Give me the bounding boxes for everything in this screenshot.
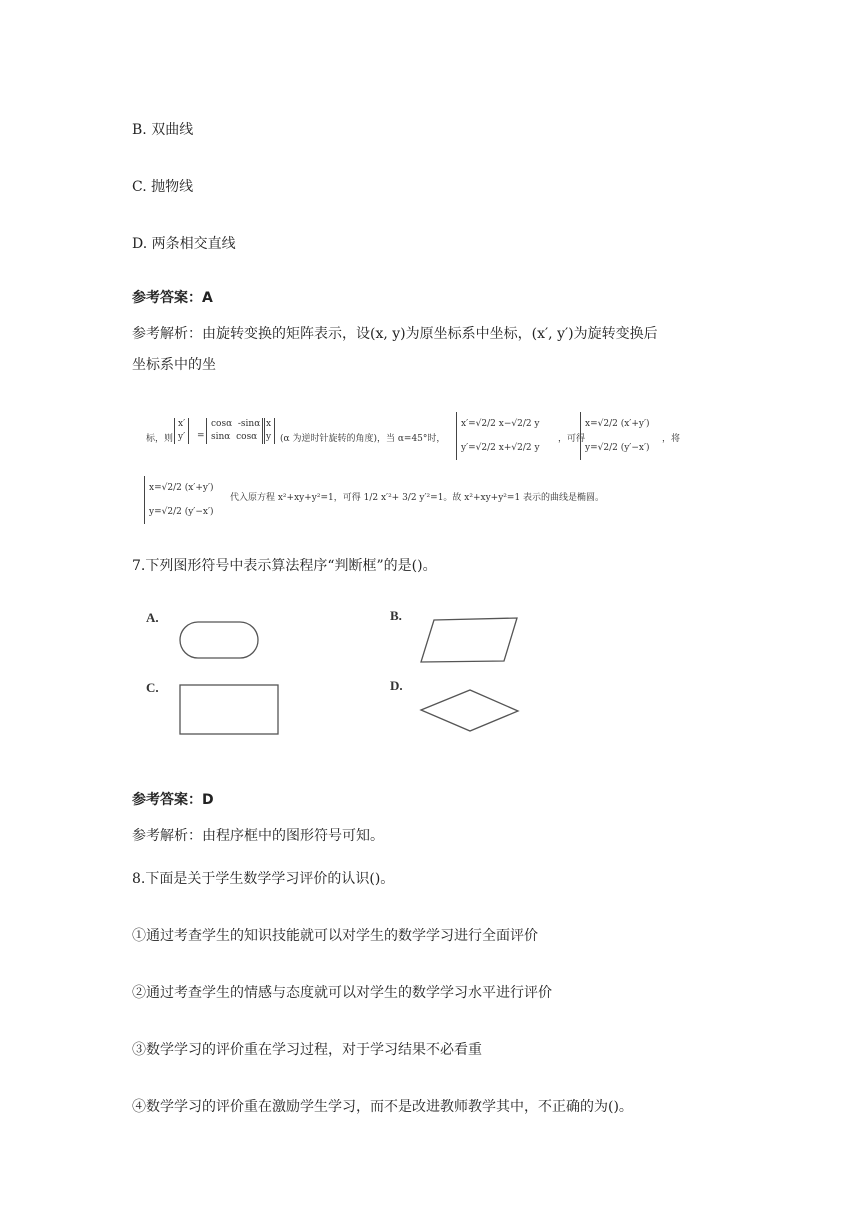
q7-figure: [140, 598, 540, 748]
q6-answer: 参考答案：A: [132, 290, 213, 306]
system-1: x′=√2/2 x−√2/2 y y′=√2/2 x+√2/2 y: [456, 412, 540, 460]
q8-item-3: ③数学学习的评价重在学习过程，对于学习结果不必看重: [132, 1042, 482, 1058]
system-3: x=√2/2 (x′+y′) y=√2/2 (y′−x′): [144, 476, 214, 524]
flowchart-symbols: [140, 598, 540, 748]
q7-question: 7.下列图形符号中表示算法程序“判断框”的是()。: [132, 558, 437, 574]
vector-primed: x′ y′: [174, 418, 189, 444]
figure-label-a: A.: [146, 610, 159, 625]
q8-question: 8.下面是关于学生数学学习评价的认识()。: [132, 871, 395, 887]
rotation-matrix: cosα -sinα sinα cosα: [206, 418, 265, 444]
option-b: B. 双曲线: [132, 122, 194, 138]
option-d: D. 两条相交直线: [132, 236, 236, 252]
formula-text: 标，则: [146, 434, 174, 444]
q6-formula-row1: 标，则 x′ y′ = cosα -sinα sinα cosα x y (α 为逆时针旋转的角度)，当 α=45°时， x′=√2/2 x−√2/2 y y′=√2/2 x+√2/2 y ，可得 x=√2/2 (x′+y′) y=√2/2 (y′−x′) ，将: [140, 408, 680, 468]
q6-analysis-line1: 参考解析：由旋转变换的矩阵表示，设(x, y)为原坐标系中坐标，(x′, y′)为旋转变换后: [132, 326, 658, 342]
vector-original: x y: [262, 418, 275, 444]
q6-formula-row2: [140, 472, 620, 528]
figure-label-c: C.: [146, 680, 159, 695]
option-c: C. 抛物线: [132, 179, 194, 195]
formula-text: 代入原方程 x²+xy+y²=1，可得 1/2 x′²+ 3/2 y′²=1。故 x²+xy+y²=1 表示的曲线是椭圆。: [230, 493, 605, 503]
q6-analysis-line2: 坐标系中的坐: [132, 357, 216, 373]
formula-text: ，将: [662, 434, 681, 444]
q8-item-2: ②通过考查学生的情感与态度就可以对学生的数学学习水平进行评价: [132, 985, 552, 1001]
terminal-symbol-shape: [180, 622, 258, 658]
formula-text: (α 为逆时针旋转的角度)，当 α=45°时，: [280, 434, 446, 444]
q7-analysis: 参考解析：由程序框中的图形符号可知。: [132, 828, 384, 844]
parallelogram-shape: [421, 618, 517, 662]
figure-label-b: B.: [390, 608, 402, 623]
system-2: x=√2/2 (x′+y′) y=√2/2 (y′−x′): [580, 412, 650, 460]
q8-item-1: ①通过考查学生的知识技能就可以对学生的数学学习进行全面评价: [132, 928, 538, 944]
q8-item-4: ④数学学习的评价重在激励学生学习，而不是改进教师教学其中，不正确的为()。: [132, 1099, 633, 1115]
rectangle-shape: [180, 685, 278, 734]
diamond-shape: [421, 690, 518, 731]
formula-text: ，可得: [558, 434, 586, 444]
q7-answer: 参考答案：D: [132, 792, 214, 808]
figure-label-d: D.: [390, 678, 403, 693]
